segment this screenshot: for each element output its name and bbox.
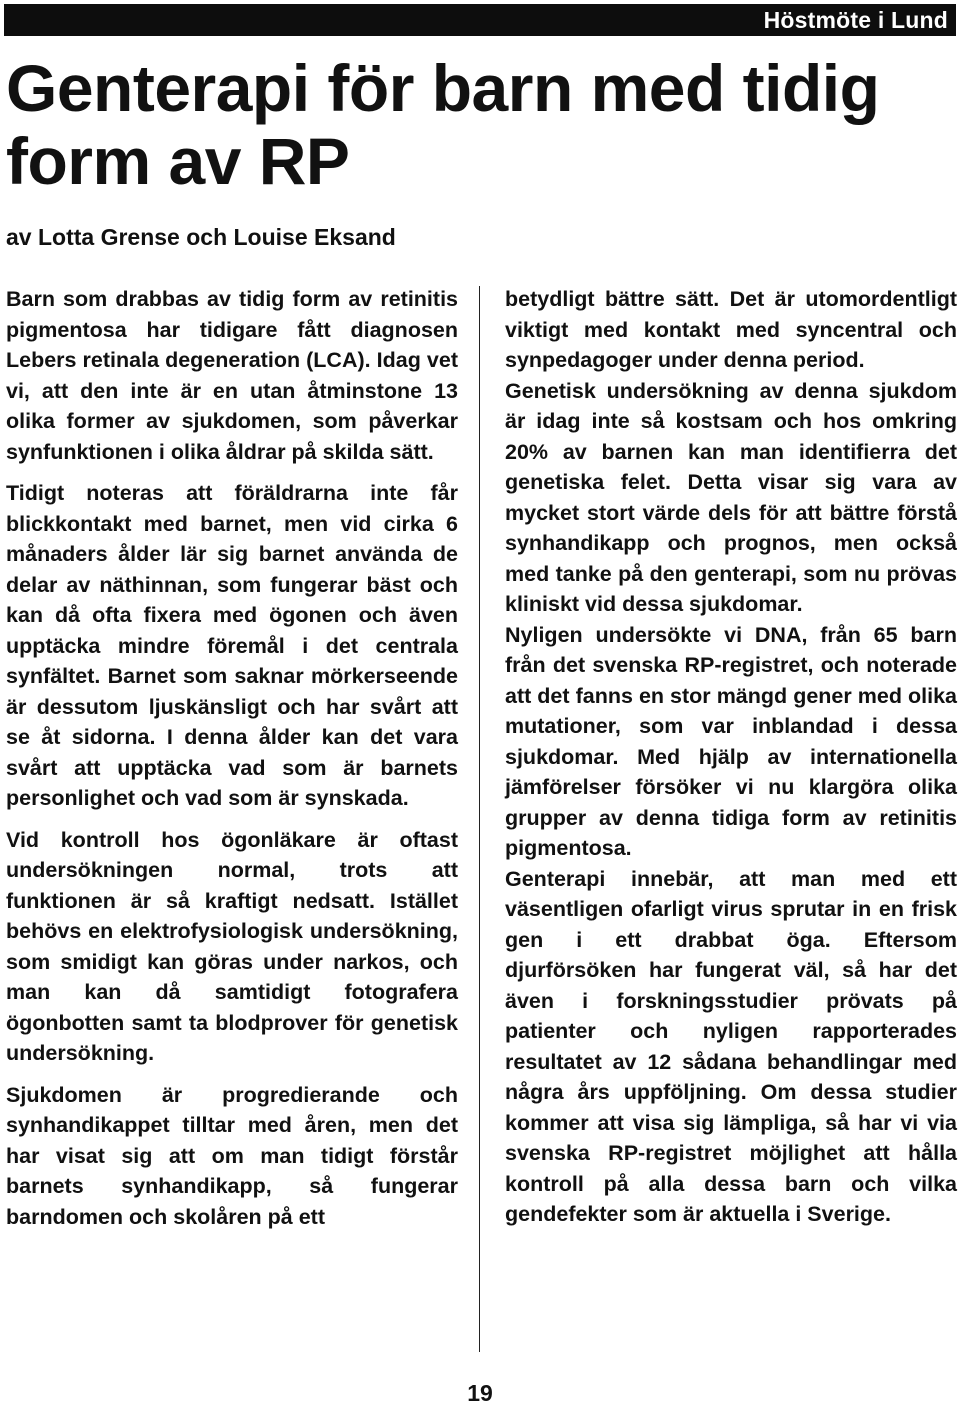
paragraph: Genterapi innebär, att man med ett väsentligen ofarligt virus sprutar in en frisk gen i ett drabbat öga. Eftersom djurförsöken har fungerat väl, så har det även i forskningsstudier prövats på patienter och nyligen rapporterades resultatet av 12 sådana behandlingar med några års uppföljning. Om dessa studier kommer att visa sig lämpliga, så har vi via svenska RP-registret möjlighet att hålla kontroll på alla dessa barn och vilka gendefekter som är aktuella i Sverige. <box>505 866 957 1226</box>
page-number: 19 <box>467 1380 493 1406</box>
left-column <box>6 284 458 1243</box>
header-bar <box>4 4 956 36</box>
paragraph: Vid kontroll hos ögonläkare är oftast undersökningen normal, trots att funktionen är så kraftigt nedsatt. Istället behövs en elektrofysiologisk undersökning, som smidigt kan göras under narkos, och man kan då samtidigt fotografera ögonbotten samt ta blodprover för genetisk undersökning. <box>6 827 458 1065</box>
paragraph: Nyligen undersökte vi DNA, från 65 barn från det svenska RP-registret, och noterade att det fanns en stor mängd gener med olika mutationer, som var inblandad i dessa sjukdomar. Med hjälp av internationella jämförelser försöker vi nu klargöra olika grupper av denna tidiga form av retinitis pigmentosa. <box>505 622 957 860</box>
paragraph: Tidigt noteras att föräldrarna inte får blickkontakt med barnet, men vid cirka 6 månaders ålder lär sig barnet använda de delar av näthinnan, som fungerar bäst och kan då ofta fixera med ögonen och även upptäcka mindre föremål i det centrala synfältet. Barnet som saknar mörkerseende är dessutom ljuskänsligt och har svårt att se åt sidorna. I denna ålder kan det vara svårt att upptäcka vad som är barnets personlighet och vad som är synskada. <box>6 481 458 810</box>
header-label: Höstmöte i Lund <box>763 7 948 33</box>
column-divider <box>479 286 480 1352</box>
article-byline: av Lotta Grense och Louise Eksand <box>6 224 396 250</box>
paragraph: Genetisk undersökning av denna sjukdom är idag inte så kostsam och hos omkring 20% av barnen kan man identifierra det genetiska felet. Detta visar sig vara av mycket stort värde dels för att bättre förstå synhandikapp och prognos, men också med tanke på den genterapi, som nu prövas kliniskt vid dessa sjukdomar. <box>505 378 957 616</box>
paragraph: Sjukdomen är progredierande och synhandikappet tilltar med åren, men det har visat sig att om man tidigt förstår barnets synhandikapp, så fungerar barndomen och skolåren på ett <box>6 1082 458 1229</box>
paragraph: betydligt bättre sätt. Det är utomordentligt viktigt med kontakt med syncentral och synpedagoger under denna period. <box>505 287 957 372</box>
paragraph: Barn som drabbas av tidig form av retinitis pigmentosa har tidigare fått diagnosen Lebers retinala degeneration (LCA). Idag vet vi, att den inte är en utan åtminstone 13 olika former av sjukdomen, som påverkar synfunktionen i olika åldrar på skilda sätt. <box>6 287 458 464</box>
right-column <box>505 284 957 1230</box>
article-title: Genterapi för barn med tidig form av RP <box>6 51 880 198</box>
